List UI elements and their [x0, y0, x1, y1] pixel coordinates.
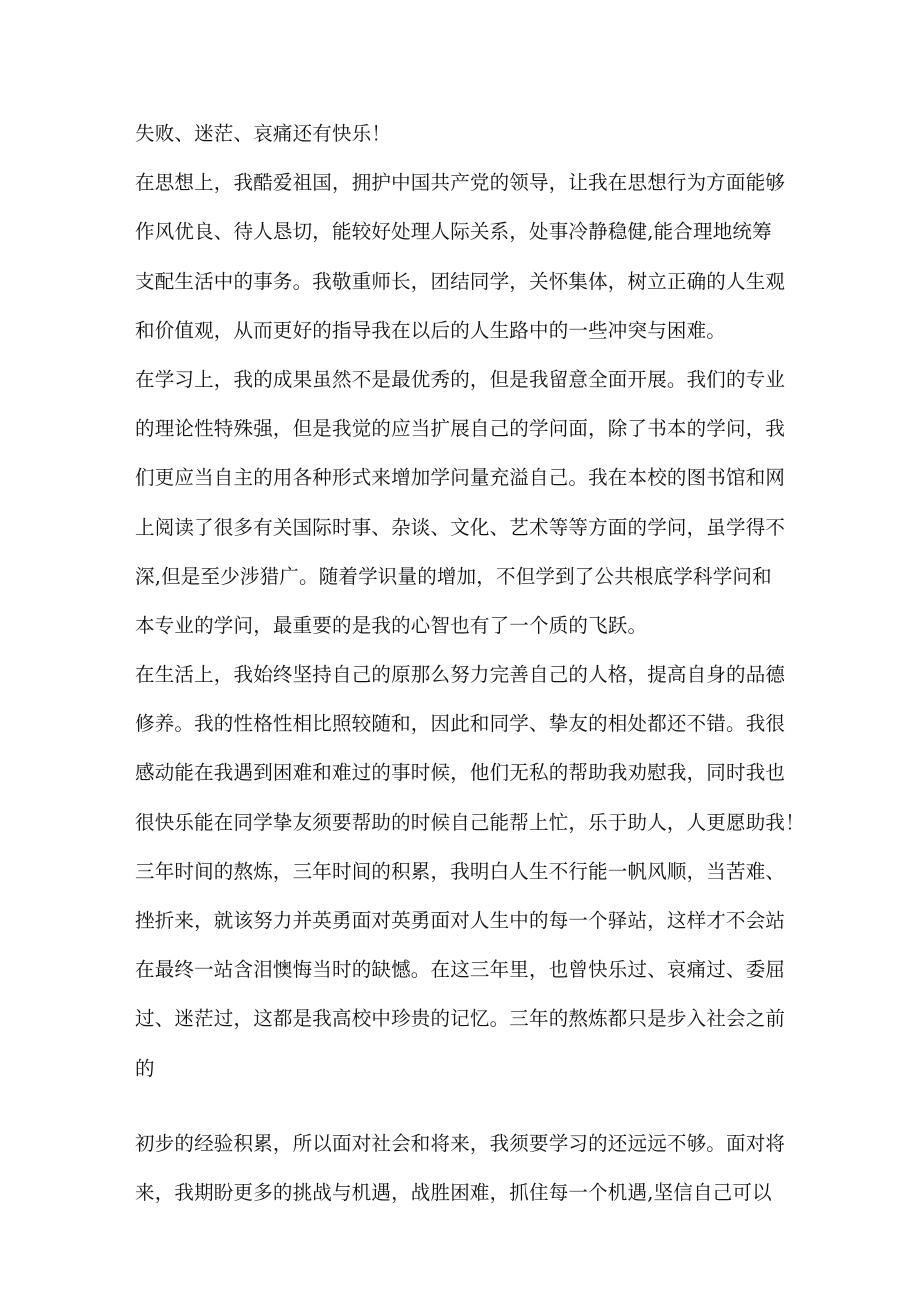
text-line: 作风优良、待人恳切，能较好处理人际关系，处事冷静稳健,能合理地统筹 [135, 220, 772, 244]
text-line: 支配生活中的事务。我敬重师长，团结同学，关怀集体，树立正确的人生观 [135, 269, 786, 293]
text-line: 深,但是至少涉猎广。随着学识量的增加，不但学到了公共根底学科学问和 [135, 564, 772, 588]
text-line: 上阅读了很多有关国际时事、杂谈、文化、艺术等等方面的学问，虽学得不 [135, 515, 786, 539]
text-line: 在思想上，我酷爱祖国，拥护中国共产党的领导，让我在思想行为方面能够 [135, 171, 786, 195]
text-line: 在最终一站含泪懊悔当时的缺憾。在这三年里，也曾快乐过、哀痛过、委屈 [135, 958, 786, 982]
text-line: 们更应当自主的用各种形式来增加学问量充溢自己。我在本校的图书馆和网 [135, 466, 786, 490]
text-line: 三年时间的熬炼，三年时间的积累，我明白人生不行能一帆风顺，当苦难、 [135, 859, 786, 883]
text-line: 失败、迷茫、哀痛还有快乐！ [135, 122, 392, 145]
text-line: 修养。我的性格性相比照较随和，因此和同学、挚友的相处都还不错。我很 [135, 712, 786, 736]
text-line: 很快乐能在同学挚友须要帮助的时候自己能帮上忙，乐于助人，人更愿助我！ [135, 810, 805, 834]
text-line: 和价值观，从而更好的指导我在以后的人生路中的一些冲突与困难。 [135, 318, 727, 342]
text-line: 的 [135, 1056, 155, 1080]
text-line: 在学习上，我的成果虽然不是最优秀的，但是我留意全面开展。我们的专业 [135, 367, 786, 391]
text-line: 挫折来，就该努力并英勇面对英勇面对人生中的每一个驿站，这样才不会站 [135, 909, 786, 932]
text-line: 来，我期盼更多的挑战与机遇，战胜困难，抓住每一个机遇,坚信自己可以 [135, 1180, 772, 1204]
body-text [135, 109, 805, 1217]
text-line: 初步的经验积累，所以面对社会和将来，我须要学习的还远远不够。面对将 [135, 1131, 786, 1155]
text-line: 感动能在我遇到困难和难过的事时候，他们无私的帮助我劝慰我，同时我也 [135, 761, 786, 785]
text-line: 过、迷茫过，这都是我高校中珍贵的记忆。三年的熬炼都只是步入社会之前 [135, 1007, 786, 1031]
line-gap [135, 1093, 795, 1119]
text-line: 本专业的学问，最重要的是我的心智也有了一个质的飞跃。 [135, 613, 648, 637]
text-line: 在生活上，我始终坚持自己的原那么努力完善自己的人格，提高自身的品德 [135, 663, 786, 687]
text-line: 的理论性特殊强，但是我觉的应当扩展自己的学问面，除了书本的学问，我 [135, 417, 786, 441]
